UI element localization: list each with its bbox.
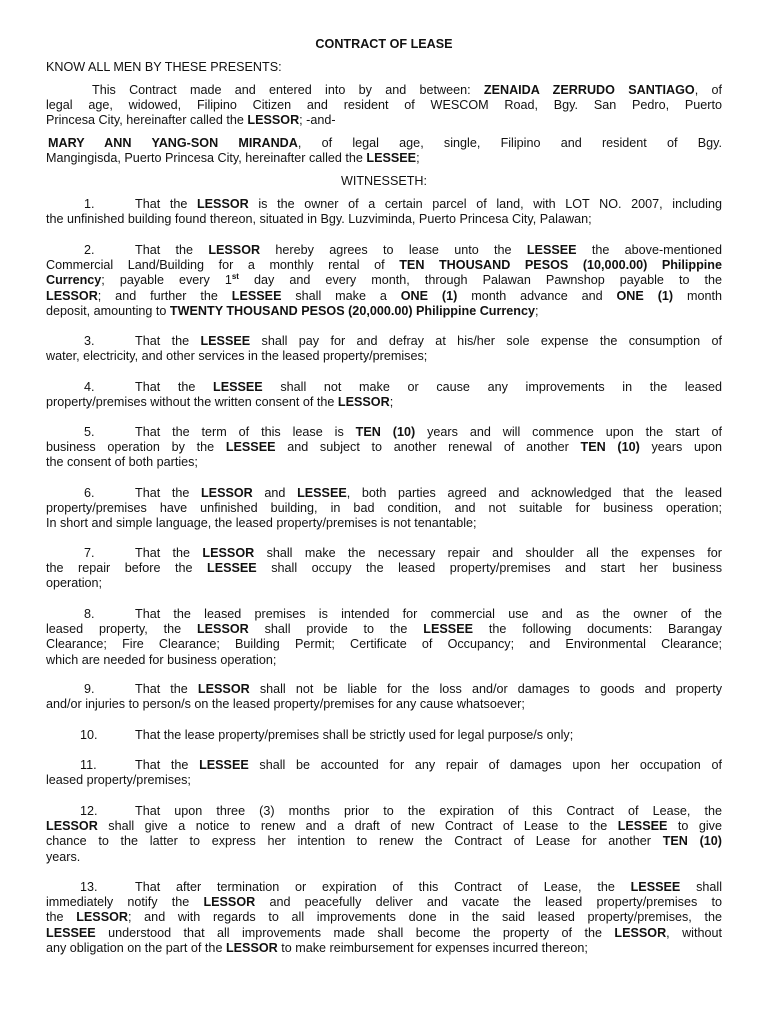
clause-line: That the LESSOR is the owner of a certain parcel of land, with LOT NO. 2007, including: [135, 197, 722, 211]
clause-line: Clearance; Fire Clearance; Building Permit; Certificate of Occupancy; and Environmental Clearance;: [46, 637, 722, 652]
clause-line: That the LESSOR shall not be liable for the loss and/or damages to goods and property: [135, 682, 722, 696]
clause-line: operation;: [46, 576, 103, 591]
clause-number: 9.: [84, 682, 95, 696]
clause-line: the unfinished building found thereon, situated in Bgy. Luzviminda, Puerto Princesa City, Palawan;: [46, 212, 592, 227]
clause-line: LESSOR; and further the LESSEE shall make a ONE (1) month advance and ONE (1) month: [46, 288, 722, 303]
clause-line: Commercial Land/Building for a monthly rental of TEN THOUSAND PESOS (10,000.00) Philippine: [46, 258, 722, 273]
clause-number: 4.: [84, 380, 95, 394]
clause-line: property/premises have unfinished building, in bad condition, and not suitable for business operation;: [46, 501, 722, 516]
party-line: Mangingisda, Puerto Princesa City, hereinafter called the LESSEE;: [46, 151, 420, 165]
clause-line: the LESSOR; and with regards to all improvements done in the said leased property/premises, the: [46, 910, 722, 925]
clause-line: That the LESSEE shall pay for and defray at his/her sole expense the consumption of: [135, 334, 722, 348]
clause-line: That the LESSEE shall be accounted for any repair of damages upon her occupation of: [135, 758, 722, 772]
clause-number: 10.: [80, 728, 98, 742]
clause-line: chance to the latter to express her intention to renew the Contract of Lease for another TEN (10): [46, 834, 722, 849]
clause-line: That upon three (3) months prior to the expiration of this Contract of Lease, the: [135, 804, 722, 818]
clause-line: That the LESSEE shall not make or cause any improvements in the leased: [135, 380, 722, 394]
clause-line: property/premises without the written consent of the LESSOR;: [46, 395, 394, 410]
clause-line: the consent of both parties;: [46, 455, 198, 470]
clause-number: 1.: [84, 197, 95, 211]
clause-line: That the leased premises is intended for commercial use and as the owner of the: [135, 607, 722, 621]
document-title: CONTRACT OF LEASE: [315, 37, 453, 51]
clause-line: years.: [46, 849, 81, 864]
clause-line: That the term of this lease is TEN (10) years and will commence upon the start of: [135, 425, 722, 439]
clause-line: That the lease property/premises shall be strictly used for legal purpose/s only;: [135, 728, 574, 742]
clause-number: 8.: [84, 607, 95, 621]
clause-line: any obligation on the part of the LESSOR to make reimbursement for expenses incurred thereon;: [46, 940, 588, 955]
clause-line: That after termination or expiration of this Contract of Lease, the LESSEE shall: [135, 880, 722, 894]
clause-line: That the LESSOR hereby agrees to lease unto the LESSEE the above-mentioned: [135, 243, 722, 257]
clause-line: deposit, amounting to TWENTY THOUSAND PESOS (20,000.00) Philippine Currency;: [46, 303, 539, 318]
intro-line: Princesa City, hereinafter called the LESSOR; -and-: [46, 113, 336, 127]
clause-number: 2.: [84, 243, 95, 257]
clause-number: 13.: [80, 880, 98, 894]
clause-line: That the LESSOR shall make the necessary repair and shoulder all the expenses for: [135, 546, 722, 560]
clause-line: leased property/premises;: [46, 773, 191, 788]
clause-line: and/or injuries to person/s on the leased property/premises for any cause whatsoever;: [46, 697, 525, 712]
clause-number: 5.: [84, 425, 95, 439]
clause-number: 12.: [80, 804, 98, 818]
clause-line: the repair before the LESSEE shall occupy the leased property/premises and start her business: [46, 561, 722, 576]
party-line: MARY ANN YANG-SON MIRANDA, of legal age, single, Filipino and resident of Bgy.: [48, 136, 722, 150]
clause-number: 11.: [80, 758, 97, 772]
intro-line: legal age, widowed, Filipino Citizen and resident of WESCOM Road, Bgy. San Pedro, Puerto: [46, 98, 722, 112]
clause-line: leased property, the LESSOR shall provide to the LESSEE the following documents: Barangay: [46, 622, 722, 637]
witnesseth-heading: WITNESSETH:: [340, 174, 428, 188]
clause-line: LESSEE understood that all improvements made shall become the property of the LESSOR, without: [46, 925, 722, 940]
clause-line: immediately notify the LESSOR and peacefully deliver and vacate the leased property/premises to: [46, 895, 722, 910]
clause-number: 7.: [84, 546, 95, 560]
clause-line: water, electricity, and other services in the leased property/premises;: [46, 349, 428, 364]
intro-line: This Contract made and entered into by and between: ZENAIDA ZERRUDO SANTIAGO, of: [92, 83, 722, 97]
opening-line: KNOW ALL MEN BY THESE PRESENTS:: [46, 60, 282, 74]
clause-line: Currency; payable every 1st day and every month, through Palawan Pawnshop payable to the: [46, 273, 722, 288]
clause-line: In short and simple language, the leased property/premises is not tenantable;: [46, 516, 477, 531]
clause-number: 3.: [84, 334, 95, 348]
clause-line: business operation by the LESSEE and subject to another renewal of another TEN (10) years upon: [46, 440, 722, 455]
clause-line: which are needed for business operation;: [46, 652, 277, 667]
clause-number: 6.: [84, 486, 95, 500]
clause-line: LESSOR shall give a notice to renew and a draft of new Contract of Lease to the LESSEE to give: [46, 819, 722, 834]
clause-line: That the LESSOR and LESSEE, both parties agreed and acknowledged that the leased: [135, 486, 722, 500]
